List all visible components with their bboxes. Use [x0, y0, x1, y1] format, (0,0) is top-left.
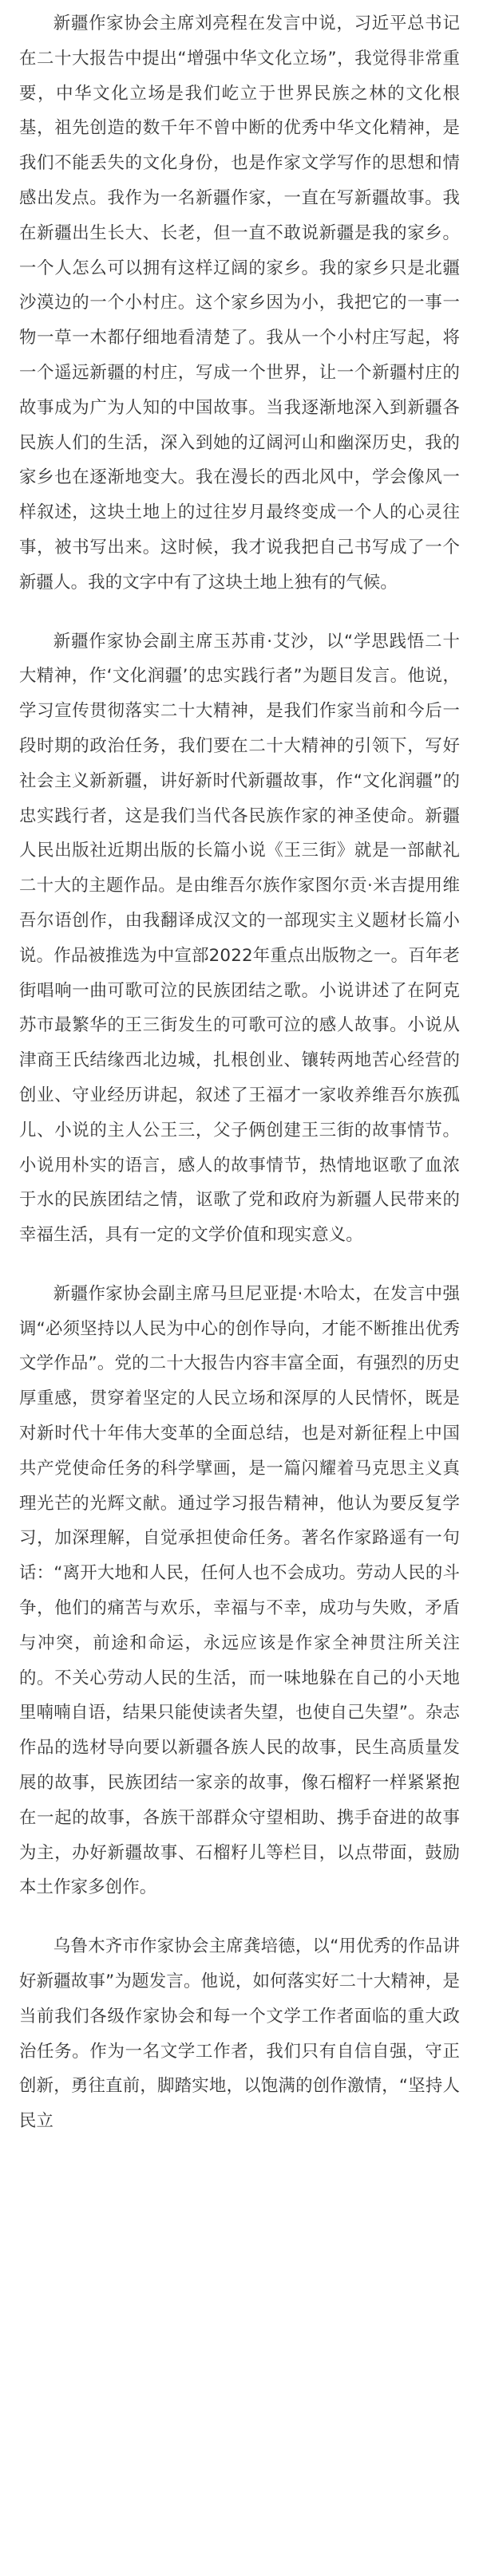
paragraph: 乌鲁木齐市作家协会主席龚培德，以“用优秀的作品讲好新疆故事”为题发言。他说，如何落实好二十大精神，是当前我们各级作家协会和每一个文学工作者面临的重大政治任务。作为一名文学工作者，我们只有自信自强，守正创新，勇往直前，脚踏实地，以饱满的创作激情，“坚持人民立 [19, 1936, 460, 2132]
paragraph: 新疆作家协会主席刘亮程在发言中说，习近平总书记在二十大报告中提出“增强中华文化立场”，我觉得非常重要，中华文化立场是我们屹立于世界民族之林的文化根基，祖先创造的数千年不曾中断的优秀中华文化精神，是我们不能丢失的文化身份，也是作家文学写作的思想和情感出发点。我作为一名新疆作家，一直在写新疆故事。我在新疆出生长大、长老，但一直不敢说新疆是我的家乡。一个人怎么可以拥有这样辽阔的家乡。我的家乡只是北疆沙漠边的一个小村庄。这个家乡因为小，我把它的一事一物一草一木都仔细地看清楚了。我从一个小村庄写起，将一个遥远新疆的村庄，写成一个世界，让一个新疆村庄的故事成为广为人知的中国故事。当我逐渐地深入到新疆各民族人们的生活，深入到她的辽阔河山和幽深历史，我的家乡也在逐渐地变大。我在漫长的西北风中，学会像风一样叙述，这块土地上的过往岁月最终变成一个人的心灵往事，被书写出来。这时候，我才说我把自己书写成了一个新疆人。我的文字中有了这块土地上独有的气候。 [19, 14, 460, 593]
paragraph: 新疆作家协会副主席玉苏甫·艾沙，以“学思践悟二十大精神，作‘文化润疆’的忠实践行者”为题目发言。他说，学习宣传贯彻落实二十大精神，是我们作家当前和今后一段时期的政治任务，我们要在二十大精神的引领下，写好社会主义新新疆，讲好新时代新疆故事，作“文化润疆”的忠实践行者，这是我们当代各民族作家的神圣使命。新疆人民出版社近期出版的长篇小说《王三街》就是一部献礼二十大的主题作品。是由维吾尔族作家图尔贡·米吉提用维吾尔语创作，由我翻译成汉文的一部现实主义题材长篇小说。作品被推选为中宣部2022年重点出版物之一。百年老街唱响一曲可歌可泣的民族团结之歌。小说讲述了在阿克苏市最繁华的王三街发生的可歌可泣的感人故事。小说从津商王氏结缘西北边城，扎根创业、镶转两地苦心经营的创业、守业经历讲起，叙述了王福才一家收养维吾尔族孤儿、小说的主人公王三，父子俩创建王三街的故事情节。小说用朴实的语言，感人的故事情节，热情地讴歌了血浓于水的民族团结之情，讴歌了党和政府为新疆人民带来的幸福生活，具有一定的文学价值和现实意义。 [19, 631, 460, 1246]
paragraph: 新疆作家协会副主席马旦尼亚提·木哈太，在发言中强调“必须坚持以人民为中心的创作导向，才能不断推出优秀文学作品”。党的二十大报告内容丰富全面，有强烈的历史厚重感，贯穿着坚定的人民立场和深厚的人民情怀，既是对新时代十年伟大变革的全面总结，也是对新征程上中国共产党使命任务的科学擘画，是一篇闪耀着马克思主义真理光芒的光辉文献。通过学习报告精神，他认为要反复学习，加深理解，自觉承担使命任务。著名作家路遥有一句话：“离开大地和人民，任何人也不会成功。劳动人民的斗争，他们的痛苦与欢乐，幸福与不幸，成功与失败，矛盾与冲突，前途和命运，永远应该是作家全神贯注所关注的。不关心劳动人民的生活，而一味地躲在自己的小天地里喃喃自语，结果只能使读者失望，也使自己失望”。杂志作品的选材导向要以新疆各族人民的故事，民生高质量发展的故事，民族团结一家亲的故事，像石榴籽一样紧紧抱在一起的故事，各族干部群众守望相助、携手奋进的故事为主，办好新疆故事、石榴籽儿等栏目，以点带面，鼓励本土作家多创作。 [19, 1283, 460, 1898]
